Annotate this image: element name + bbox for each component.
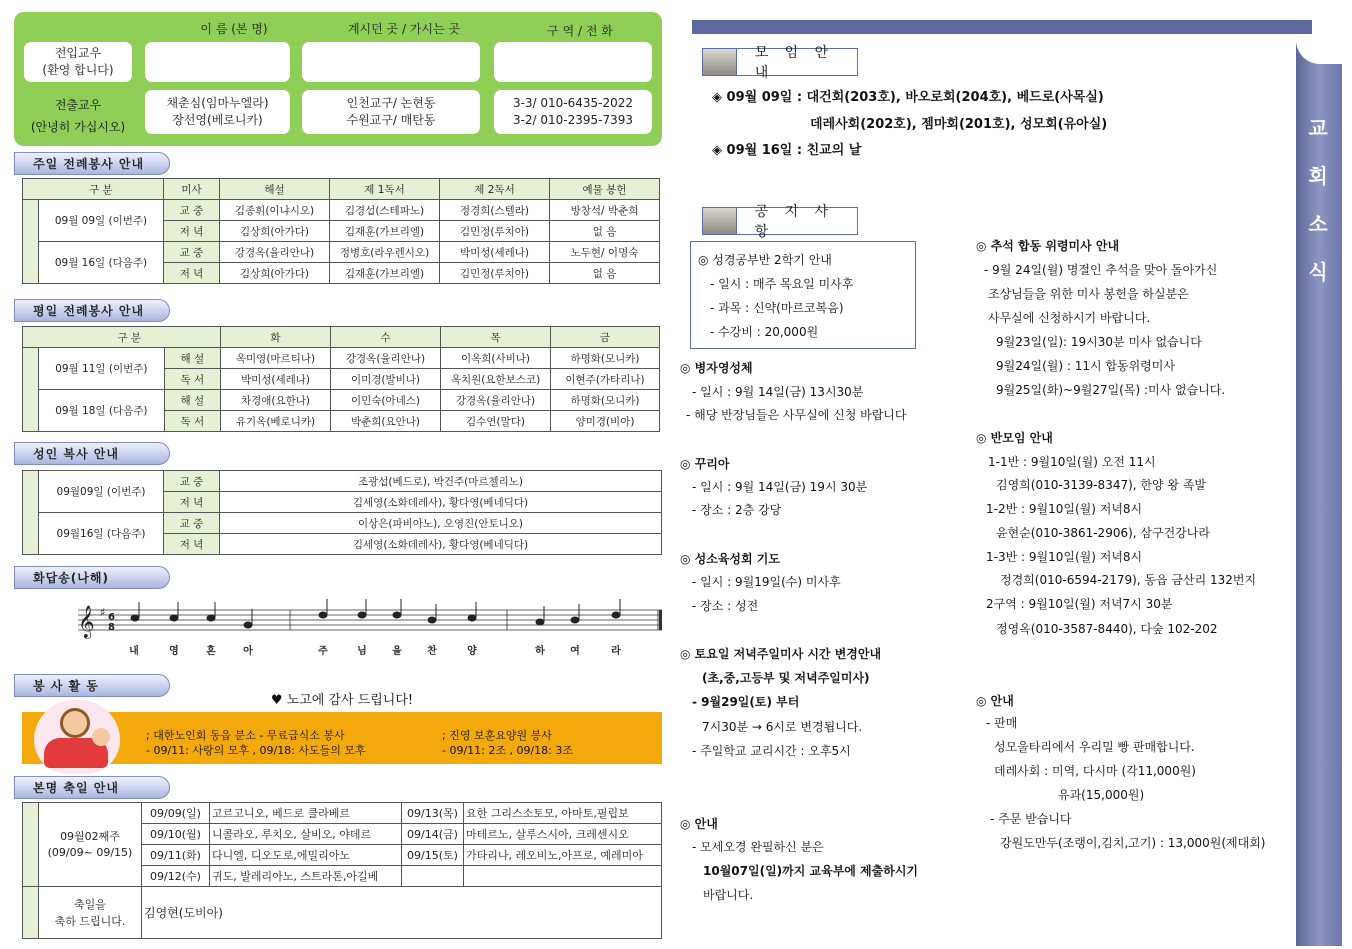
sunday-cell: 김재훈(가브리엘) bbox=[330, 263, 440, 284]
notice-line: 조상님들을 위한 미사 봉헌을 하실분은 bbox=[988, 287, 1189, 301]
hymn-score bbox=[70, 596, 664, 660]
scroll-char: 회 bbox=[1308, 164, 1328, 188]
table-row bbox=[23, 803, 662, 824]
notice-line: - 주일학교 교리시간 : 오후5시 bbox=[692, 744, 851, 758]
notice-line: 사무실에 신청하시기 바랍니다. bbox=[988, 311, 1151, 325]
weekday-role: 해 설 bbox=[164, 348, 220, 369]
notice-line: 김영희(010-3139-8347), 한양 왕 족발 bbox=[996, 478, 1207, 492]
bible-line: - 과목 : 신약(마르코복음) bbox=[710, 301, 844, 315]
weekday-cell: 이옥희(사비나) bbox=[441, 348, 551, 369]
notice-heading: ◎ 꾸리아 bbox=[680, 457, 730, 471]
hymn-syllable: 혼 bbox=[206, 646, 216, 657]
weekday-cell: 옥치원(요한보스코) bbox=[441, 369, 551, 390]
outgoing-phone: 3-3/ 010-6435-2022 bbox=[512, 96, 634, 110]
table-row bbox=[23, 200, 660, 221]
notice-heading: ◎ 병자영성체 bbox=[680, 361, 753, 375]
feast-saints: 고르고니오, 베드로 클라베르 bbox=[210, 803, 402, 824]
feast-date bbox=[402, 866, 464, 887]
outgoing-name: 장선영(베로니카) bbox=[172, 113, 263, 127]
scroll-char: 교 bbox=[1308, 116, 1328, 140]
meeting-line: ◈ 09월 16일 : 친교의 날 bbox=[712, 143, 862, 158]
notice-line: 9월24일(월) : 11시 합동위령미사 bbox=[996, 359, 1175, 373]
feast-title: 본명 축일 안내 bbox=[14, 776, 170, 799]
service-right bbox=[442, 728, 573, 758]
bible-line: - 일시 : 매주 목요일 미사후 bbox=[710, 277, 854, 291]
meeting-title bbox=[702, 45, 858, 81]
notice-line: - 주문 받습니다 bbox=[990, 812, 1072, 826]
feast-week-1: 09월02째주 bbox=[60, 829, 120, 843]
notice-line: 정영옥(010-3587-8440), 다숲 102-202 bbox=[996, 622, 1218, 636]
bible-line: - 수강비 : 20,000원 bbox=[710, 325, 819, 339]
hymn-syllable: 여 bbox=[570, 646, 580, 657]
outgoing-places bbox=[302, 90, 480, 134]
table-row bbox=[23, 887, 662, 939]
weekday-cell: 하명화(모니카) bbox=[551, 348, 660, 369]
feast-table bbox=[22, 802, 662, 939]
weekday-cell: 이현주(가타리나) bbox=[551, 369, 660, 390]
notice-line: 2구역 : 9월10일(월) 저녁7시 30분 bbox=[986, 597, 1173, 611]
notice-line: 강원도만두(조랭이,김치,고기) : 13,000원(제대회) bbox=[1000, 836, 1266, 850]
adult-cell: 조광섭(베드로), 박건주(마르첼리노) bbox=[220, 471, 662, 492]
incoming-area-box bbox=[494, 42, 652, 82]
sunday-cell: 김종휘(이냐시오) bbox=[220, 200, 330, 221]
sunday-cell: 없 음 bbox=[550, 263, 660, 284]
sunday-mass: 교 중 bbox=[164, 242, 220, 263]
scroll-char: 소 bbox=[1308, 212, 1328, 236]
outgoing-place: 수원교구/ 매탄동 bbox=[346, 113, 436, 127]
weekday-role: 해 설 bbox=[164, 390, 220, 411]
feast-congrats bbox=[39, 887, 142, 939]
notice-heading: ◎ 안내 bbox=[680, 817, 718, 831]
feast-date: 09/12(수) bbox=[142, 866, 210, 887]
adult-mass: 교 중 bbox=[164, 513, 220, 534]
outgoing-name: 채춘심(임마누엘라) bbox=[166, 96, 269, 110]
sunday-cell: 김상희(아가다) bbox=[220, 221, 330, 242]
weekday-header: 목 bbox=[441, 327, 551, 348]
notice-title-text: 공 지 사 항 bbox=[754, 204, 835, 240]
hymn-syllable: 하 bbox=[535, 646, 545, 657]
adult-cell: 이상은(파비아노), 오영진(안토니오) bbox=[220, 513, 662, 534]
hymn-syllable: 을 bbox=[392, 646, 402, 657]
outgoing-phones bbox=[494, 90, 652, 134]
adult-table bbox=[22, 470, 662, 555]
icon-portrait bbox=[703, 208, 737, 234]
outgoing-names bbox=[145, 90, 290, 134]
weekday-cell: 차경애(요한나) bbox=[221, 390, 331, 411]
hymn-syllable: 님 bbox=[357, 646, 367, 657]
weekday-cell: 하명화(모니카) bbox=[551, 390, 660, 411]
sunday-cell: 정경희(스텔라) bbox=[440, 200, 550, 221]
hymn-syllable: 양 bbox=[467, 646, 477, 657]
hymn-syllable: 내 bbox=[129, 646, 139, 657]
svg-text:♯: ♯ bbox=[100, 606, 106, 619]
svg-text:8: 8 bbox=[108, 622, 115, 633]
sunday-date: 09월 09일 (이번주) bbox=[39, 200, 164, 242]
sunday-header: 미사 bbox=[164, 179, 220, 200]
service-left bbox=[146, 728, 366, 758]
notice-line: - 9월 24일(월) 명절인 추석을 맞아 돌아가신 bbox=[984, 263, 1218, 277]
feast-date: 09/11(화) bbox=[142, 845, 210, 866]
sunday-cell: 김상희(아가다) bbox=[220, 263, 330, 284]
table-row bbox=[23, 390, 660, 411]
feast-saints: 다니엘, 디오도로,에밀리아노 bbox=[210, 845, 402, 866]
sunday-cell: 김민정(루치아) bbox=[440, 221, 550, 242]
feast-date: 09/14(금) bbox=[402, 824, 464, 845]
notice-heading: ◎ 안내 bbox=[976, 694, 1014, 708]
bible-line: ◎ 성경공부반 2학기 안내 bbox=[698, 253, 832, 267]
notice-line: 성모울타리에서 우리밀 빵 판매합니다. bbox=[994, 740, 1195, 754]
sunday-cell: 김민정(루치아) bbox=[440, 263, 550, 284]
feast-saints: 니콜라오, 루치오, 살비오, 야데르 bbox=[210, 824, 402, 845]
sunday-header: 구 분 bbox=[39, 179, 164, 200]
incoming-place-box bbox=[302, 42, 480, 82]
weekday-cell: 옥미영(마르티나) bbox=[221, 348, 331, 369]
notice-line: 유과(15,000원) bbox=[1058, 788, 1145, 802]
notice-line: - 9월29일(토) 부터 bbox=[692, 695, 800, 709]
notice-line: 바랍니다. bbox=[703, 888, 754, 902]
feast-side bbox=[23, 803, 39, 887]
sunday-title: 주일 전례봉사 안내 bbox=[14, 152, 170, 175]
weekday-role: 독 서 bbox=[164, 411, 220, 432]
notice-line: - 모세오경 완필하신 분은 bbox=[692, 840, 824, 854]
notice-line: 1-2반 : 9월10일(월) 저녁8시 bbox=[986, 502, 1143, 516]
weekday-title: 평일 전례봉사 안내 bbox=[14, 299, 170, 322]
adult-cell: 김세영(소화데레사), 황다영(베네딕다) bbox=[220, 534, 662, 555]
hymn-syllable: 찬 bbox=[427, 646, 437, 657]
service-left-1: ; 대한노인회 동읍 분소 - 무료급식소 봉사 bbox=[146, 729, 345, 742]
incoming-name-box bbox=[145, 42, 290, 82]
notice-line: 데레사회 : 미역, 다시마 (각11,000원) bbox=[994, 764, 1196, 778]
feast-saints bbox=[464, 866, 662, 887]
weekday-header: 화 bbox=[221, 327, 331, 348]
transfer-box bbox=[14, 12, 662, 146]
top-bar bbox=[692, 20, 1312, 34]
sunday-cell: 김경섭(스테파노) bbox=[330, 200, 440, 221]
table-row bbox=[23, 513, 662, 534]
notice-line: - 일시 : 9월 14일(금) 13시30분 bbox=[692, 385, 864, 399]
sunday-side bbox=[23, 200, 39, 284]
header-area: 구 역 / 전 화 bbox=[547, 24, 613, 38]
header-name: 이 름 (본 명) bbox=[200, 22, 268, 36]
weekday-cell: 김수연(말다) bbox=[441, 411, 551, 432]
sunday-corner bbox=[23, 179, 39, 200]
feast-saints: 마테르노, 살루스시아, 크레센시오 bbox=[464, 824, 662, 845]
service-left-2: - 09/11: 사랑의 모후 , 09/18: 사도들의 모후 bbox=[146, 744, 366, 757]
feast-saints: 귀도, 발레리아노, 스트라톤,아길베 bbox=[210, 866, 402, 887]
notice-line: 정경희(010-6594-2179), 동읍 금산리 132번지 bbox=[1000, 573, 1257, 587]
hymn-syllable: 영 bbox=[169, 646, 179, 657]
adult-mass: 교 중 bbox=[164, 471, 220, 492]
notice-line: - 일시 : 9월 14일(금) 19시 30분 bbox=[692, 480, 868, 494]
notice-line: - 일시 : 9월19일(수) 미사후 bbox=[692, 575, 841, 589]
weekday-corner bbox=[23, 327, 39, 348]
notice-line: 10월07일(일)까지 교육부에 제출하시기 bbox=[703, 864, 919, 878]
notice-line: (초,중,고등부 및 저녁주일미사) bbox=[702, 671, 870, 685]
sunday-date: 09월 16일 (다음주) bbox=[39, 242, 164, 284]
weekday-date: 09월 11일 (이번주) bbox=[39, 348, 165, 390]
notice-heading: ◎ 성소육성회 기도 bbox=[680, 552, 780, 566]
notice-line: 1-1반 : 9월10일(월) 오전 11시 bbox=[988, 455, 1156, 469]
notice-title bbox=[702, 204, 858, 240]
feast-date: 09/09(일) bbox=[142, 803, 210, 824]
adult-date: 09월16일 (다음주) bbox=[39, 513, 164, 555]
adult-title: 성인 복사 안내 bbox=[14, 442, 170, 465]
incoming-label bbox=[24, 42, 132, 82]
sunday-cell: 없 음 bbox=[550, 221, 660, 242]
weekday-cell: 이미경(발비나) bbox=[331, 369, 441, 390]
weekday-cell: 이민숙(아네스) bbox=[331, 390, 441, 411]
notice-heading: ◎ 토요일 저녁주일미사 시간 변경안내 bbox=[680, 647, 882, 661]
notice-line: 7시30분 → 6시로 변경됩니다. bbox=[702, 720, 863, 734]
incoming-label-1: 전입교우 bbox=[54, 46, 102, 60]
weekday-header: 수 bbox=[331, 327, 441, 348]
meeting-line: 데레사회(202호), 젬마회(201호), 성모회(유아실) bbox=[810, 117, 1108, 132]
feast-side bbox=[23, 887, 39, 939]
sunday-cell: 노두현/ 이명숙 bbox=[550, 242, 660, 263]
feast-saints: 요한 그리스소토모, 아마토,필립보 bbox=[464, 803, 662, 824]
hymn-syllable: 주 bbox=[318, 646, 328, 657]
feast-congrats-name: 김영현(도비아) bbox=[142, 887, 662, 939]
outgoing-phone: 3-2/ 010-2395-7393 bbox=[512, 113, 634, 127]
icon-portrait bbox=[703, 49, 737, 75]
sunday-cell: 정병호(라우렌시오) bbox=[330, 242, 440, 263]
weekday-cell: 강경옥(율리안나) bbox=[331, 348, 441, 369]
feast-date: 09/13(목) bbox=[402, 803, 464, 824]
notice-line: 윤현순(010-3861-2906), 삼구건강나라 bbox=[996, 526, 1210, 540]
notice-line: - 장소 : 2층 강당 bbox=[692, 503, 782, 517]
notice-line: 9월23일(일): 19시30분 미사 없습니다 bbox=[996, 335, 1202, 349]
family-illustration bbox=[34, 700, 120, 774]
feast-date: 09/15(토) bbox=[402, 845, 464, 866]
outgoing-label bbox=[24, 94, 132, 138]
notice-heading: ◎ 추석 합동 위령미사 안내 bbox=[976, 239, 1120, 253]
weekday-header: 구 분 bbox=[39, 327, 221, 348]
outgoing-place: 인천교구/ 논현동 bbox=[346, 96, 436, 110]
notice-line: - 장소 : 성전 bbox=[692, 599, 759, 613]
scroll-char: 식 bbox=[1308, 260, 1328, 284]
adult-cell: 김세영(소화데레사), 황다영(베네딕다) bbox=[220, 492, 662, 513]
weekday-cell: 박춘희(요안나) bbox=[331, 411, 441, 432]
header-place: 계시던 곳 / 가시는 곳 bbox=[347, 22, 461, 36]
table-row bbox=[23, 348, 660, 369]
sunday-mass: 저 녁 bbox=[164, 263, 220, 284]
outgoing-label-1: 전출교우 bbox=[54, 98, 102, 112]
feast-congrats-1: 축일을 bbox=[74, 897, 106, 911]
outgoing-label-2: (안녕히 가십시오) bbox=[30, 120, 126, 134]
feast-congrats-2: 축하 드립니다. bbox=[54, 914, 126, 928]
meeting-line: ◈ 09월 09일 : 대건회(203호), 바오로회(204호), 베드로(사목실) bbox=[712, 90, 1104, 105]
feast-week-2: (09/09~ 09/15) bbox=[47, 845, 133, 859]
notice-line: 9월25일(화)~9월27일(목) :미사 없습니다. bbox=[996, 383, 1226, 397]
svg-text:𝄞: 𝄞 bbox=[78, 605, 95, 638]
sunday-header: 예물 봉헌 bbox=[550, 179, 660, 200]
table-row bbox=[23, 242, 660, 263]
weekday-header: 금 bbox=[551, 327, 660, 348]
meeting-title-text: 모 임 안 내 bbox=[754, 45, 835, 81]
notice-line: 1-3반 : 9월10일(월) 저녁8시 bbox=[986, 550, 1143, 564]
service-thanks: ♥ 노고에 감사 드립니다! bbox=[270, 693, 414, 708]
incoming-label-2: (환영 합니다) bbox=[42, 63, 114, 77]
weekday-date: 09월 18일 (다음주) bbox=[39, 390, 165, 432]
service-right-1: ; 진영 보훈요양원 봉사 bbox=[442, 729, 552, 742]
weekday-table bbox=[22, 326, 660, 432]
adult-side bbox=[23, 471, 39, 555]
sunday-table bbox=[22, 178, 660, 284]
adult-date: 09월09일 (이번주) bbox=[39, 471, 164, 513]
service-title: 봉 사 활 동 bbox=[14, 674, 170, 697]
weekday-side bbox=[23, 348, 39, 432]
sunday-mass: 교 중 bbox=[164, 200, 220, 221]
weekday-role: 독 서 bbox=[164, 369, 220, 390]
feast-saints: 가타리나, 레오비노,아프로, 예레미아 bbox=[464, 845, 662, 866]
svg-text:6: 6 bbox=[108, 612, 115, 623]
weekday-cell: 강경옥(율리안나) bbox=[441, 390, 551, 411]
sunday-mass: 저 녁 bbox=[164, 221, 220, 242]
notice-line: - 판매 bbox=[986, 716, 1018, 730]
sunday-cell: 방창석/ 박춘희 bbox=[550, 200, 660, 221]
service-right-2: - 09/11: 2조 , 09/18: 3조 bbox=[442, 744, 574, 757]
feast-date: 09/10(월) bbox=[142, 824, 210, 845]
table-row bbox=[23, 471, 662, 492]
sunday-cell: 박미성(세레나) bbox=[440, 242, 550, 263]
notice-heading: ◎ 반모임 안내 bbox=[976, 431, 1053, 445]
sunday-header: 제 2독서 bbox=[440, 179, 550, 200]
hymn-title: 화답송(나해) bbox=[14, 566, 170, 589]
weekday-cell: 유기옥(베로니카) bbox=[221, 411, 331, 432]
sunday-header: 제 1독서 bbox=[330, 179, 440, 200]
sunday-header: 해설 bbox=[220, 179, 330, 200]
hymn-syllable: 아 bbox=[243, 646, 253, 657]
feast-week bbox=[39, 803, 142, 887]
sunday-cell: 김재훈(가브리엘) bbox=[330, 221, 440, 242]
adult-mass: 저 녁 bbox=[164, 492, 220, 513]
notice-line: - 해당 반장님들은 사무실에 신청 바랍니다 bbox=[686, 408, 907, 422]
weekday-cell: 양미경(비아) bbox=[551, 411, 660, 432]
adult-mass: 저 녁 bbox=[164, 534, 220, 555]
hymn-syllable: 라 bbox=[611, 646, 621, 657]
weekday-cell: 박미성(세레나) bbox=[221, 369, 331, 390]
sunday-cell: 강경옥(율리안나) bbox=[220, 242, 330, 263]
